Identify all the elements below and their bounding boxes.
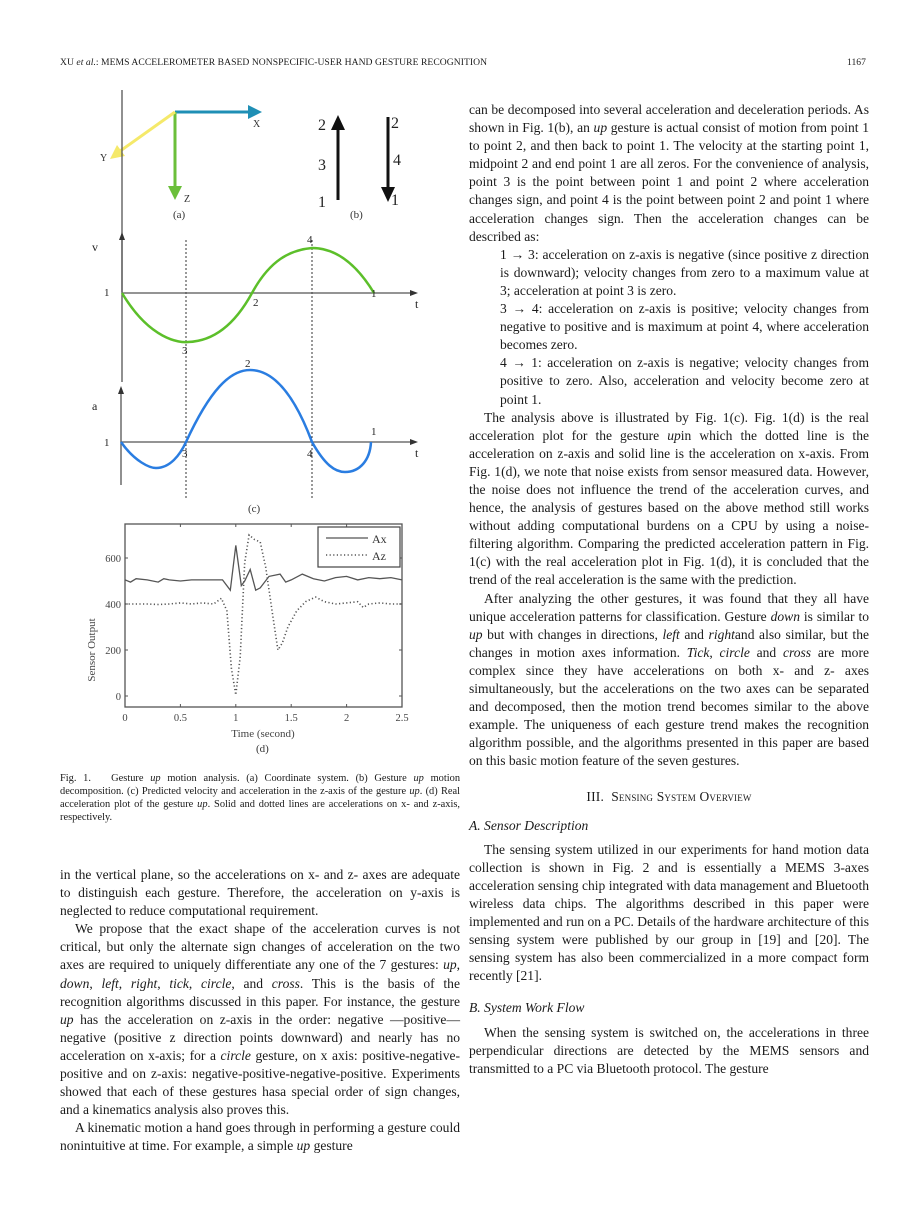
svg-text:1: 1 xyxy=(371,288,377,300)
y-arrow-icon xyxy=(110,145,125,159)
paragraph: can be decomposed into several acceleration and deceleration periods. As shown in Fig. 1(b), an up gesture is actual consist of motion from point 1 to point 2, and then back to point 1. The velocity at the starting point 1, midpoint 2 and end point 1 are all zeros. For the convenience of analysis, point 3 is the point between point 1 and point 2 where acceleration changes sign, and point 4 is the point between point 2 and point 1 where acceleration changes sign. Then the acceleration changes can be described as: xyxy=(469,102,870,244)
left-column-text xyxy=(60,866,460,1156)
chart-legend xyxy=(318,527,400,567)
svg-text:4: 4 xyxy=(393,152,401,169)
svg-text:1: 1 xyxy=(371,426,377,438)
panel-a-coordinate-system xyxy=(100,105,262,221)
acceleration-curve xyxy=(121,370,371,472)
svg-text:t: t xyxy=(415,446,419,460)
svg-text:2.5: 2.5 xyxy=(395,713,409,724)
svg-text:1.5: 1.5 xyxy=(284,713,298,724)
svg-text:4: 4 xyxy=(307,448,313,460)
svg-text:2: 2 xyxy=(343,713,350,724)
list-item: 4 → 1: acceleration on z-axis is negative; velocity changes from positive to zero. Also, acceleration and velocity become zero at point 1. xyxy=(500,355,869,407)
subsection-heading: A. Sensor Description xyxy=(469,817,589,833)
paragraph: in the vertical plane, so the accelerations on x- and z- axes are adequate to distinguish each gesture. Therefore, the acceleration on y-axis is neglected to reduce computational requirement. xyxy=(60,867,460,919)
list-item: 3 → 4: acceleration on z-axis is positive; velocity changes from negative to positive and is maximum at point 4, where acceleration becomes zero. xyxy=(500,301,869,353)
svg-text:2: 2 xyxy=(391,115,399,132)
panel-c-predicted-curves xyxy=(92,90,419,515)
page-number: 1167 xyxy=(846,57,866,68)
paragraph: After analyzing the other gestures, it was found that they all have unique acceleration patterns for classification. Gesture down is similar to up but with changes in directions, left and rightand also similar, but the changes in motion axes information. Tick, circle and cross are more complex since they have accelerations on both x- and z- axes simultaneously, but the accelerations on the two axes can be separated and decomposed, then the motion trend becomes similar to the above example. The uniqueness of each gesture trend makes the recognition algorithm possible, and the algorithms presented in this paper are based on this basic motion feature of the seven gestures. xyxy=(469,590,869,769)
svg-text:1: 1 xyxy=(104,287,110,299)
y-axis-label: Sensor Output xyxy=(86,618,98,682)
paragraph: The analysis above is illustrated by Fig. 1(c). Fig. 1(d) is the real acceleration plot for the gesture upin which the dotted line is the acceleration on z-axis and solid line is the acceleration on x-axis. From Fig. 1(d), we note that noise exists from sensor measured data. However, the noise does not influence the trend of the acceleration curves, and hence, the analysis of gestures based on the above method still works without adding computational burdens on a CPU by using a noise-filtering algorithm. Comparing the predicted acceleration pattern in Fig. 1(c) with the real acceleration plot in Fig. 1(d), it is concluded that the trend of the real acceleration is the same with the prediction. xyxy=(469,409,869,588)
svg-text:0: 0 xyxy=(122,713,128,724)
legend-az: Az xyxy=(372,549,386,563)
legend-ax: Ax xyxy=(372,532,387,546)
z-arrow-icon xyxy=(168,186,182,200)
paragraph: When the sensing system is switched on, the accelerations in three perpendicular directions are detected by the MEMS sensors and transmitted to a PC via Bluetooth protocol. The gesture xyxy=(469,1024,869,1076)
axis-z-label: Z xyxy=(184,194,191,205)
axis-y-label: Y xyxy=(100,153,108,164)
running-header xyxy=(60,57,866,71)
section-heading: III. Sensing System Overview xyxy=(586,789,752,805)
paragraph: We propose that the exact shape of the acceleration curves is not critical, but only the alternate sign changes of acceleration on the two axes are required to uniquely differentiate any one of the 7 gestures: up, down, left, right, tick, circle, and cross. This is the basis of the recognition algorithms discussed in this paper. For instance, the gesture up has the acceleration on z-axis in the order: negative —positive— negative (positive z direction points downward) and nearly has no acceleration on x-axis; for a circle gesture, on x axis: positive-negative-positive and on z-axis: negative-positive-negative-positive. Experiments showed that each of these gestures hasa special order of sign changes, and a kinematics analysis also proves this. xyxy=(60,921,460,1118)
svg-text:3: 3 xyxy=(182,448,188,460)
svg-text:600: 600 xyxy=(105,554,121,565)
panel-d-label: (d) xyxy=(256,743,269,755)
svg-text:t: t xyxy=(415,297,419,311)
panel-b-label: (b) xyxy=(350,209,363,221)
running-title: XU et al.: MEMS ACCELEROMETER BASED NONSPECIFIC-USER HAND GESTURE RECOGNITION xyxy=(60,57,488,68)
panel-b-motion-decomposition xyxy=(318,115,401,221)
figure-1 xyxy=(80,90,460,770)
svg-text:1: 1 xyxy=(391,192,399,209)
svg-text:3: 3 xyxy=(318,157,326,174)
subsection-heading: B. System Work Flow xyxy=(469,1000,585,1016)
paragraph: A kinematic motion a hand goes through in performing a gesture could nonintuitive at time. For example, a simple up gesture xyxy=(60,1120,460,1154)
x-arrow-icon xyxy=(248,105,262,119)
right-column-text xyxy=(469,101,869,1078)
panel-c-label: (c) xyxy=(248,503,261,515)
svg-text:0: 0 xyxy=(115,692,121,703)
paragraph: The sensing system utilized in our experiments for hand motion data collection is shown in Fig. 2 and is essentially a MEMS 3-axes acceleration sensing chip integrated with data management and Bluetooth wireless data chips. The algorithms described in this paper were implemented and run on a PC. Details of the hardware architecture of this sensing system were published by our group in [19] and [20]. The sensing system has also been commercialized in a more compact form recently [21]. xyxy=(469,841,869,984)
svg-text:0.5: 0.5 xyxy=(173,713,187,724)
up-arrow-icon xyxy=(331,115,345,130)
svg-text:2: 2 xyxy=(245,358,251,370)
panel-a-label: (a) xyxy=(173,209,186,221)
svg-text:a: a xyxy=(92,399,98,413)
figure-caption: Fig. 1. Gesture up motion analysis. (a) Coordinate system. (b) Gesture up motion decomposition. (c) Predicted velocity and acceleration in the z-axis of the gesture up. (d) Real acceleration plot of the gesture up. Solid and dotted lines are accelerations on x- and z-axis, respectively. xyxy=(60,773,461,824)
svg-text:1: 1 xyxy=(233,713,239,724)
svg-text:v: v xyxy=(92,240,98,254)
panel-d-real-acceleration-chart xyxy=(86,524,409,755)
svg-text:400: 400 xyxy=(105,600,121,611)
velocity-curve xyxy=(122,248,374,342)
axis-x-label: X xyxy=(253,119,261,130)
svg-text:2: 2 xyxy=(318,117,326,134)
list-item: 1 → 3: acceleration on z-axis is negative (since positive z direction is downward); velocity changes from zero to a maximum value at 3; acceleration at point 3 is zero. xyxy=(500,246,869,298)
svg-text:3: 3 xyxy=(182,345,188,357)
svg-text:4: 4 xyxy=(307,234,313,246)
svg-text:200: 200 xyxy=(105,646,121,657)
svg-text:2: 2 xyxy=(253,297,259,309)
svg-text:1: 1 xyxy=(104,437,110,449)
svg-text:1: 1 xyxy=(318,194,326,211)
x-axis-label: Time (second) xyxy=(231,728,295,740)
